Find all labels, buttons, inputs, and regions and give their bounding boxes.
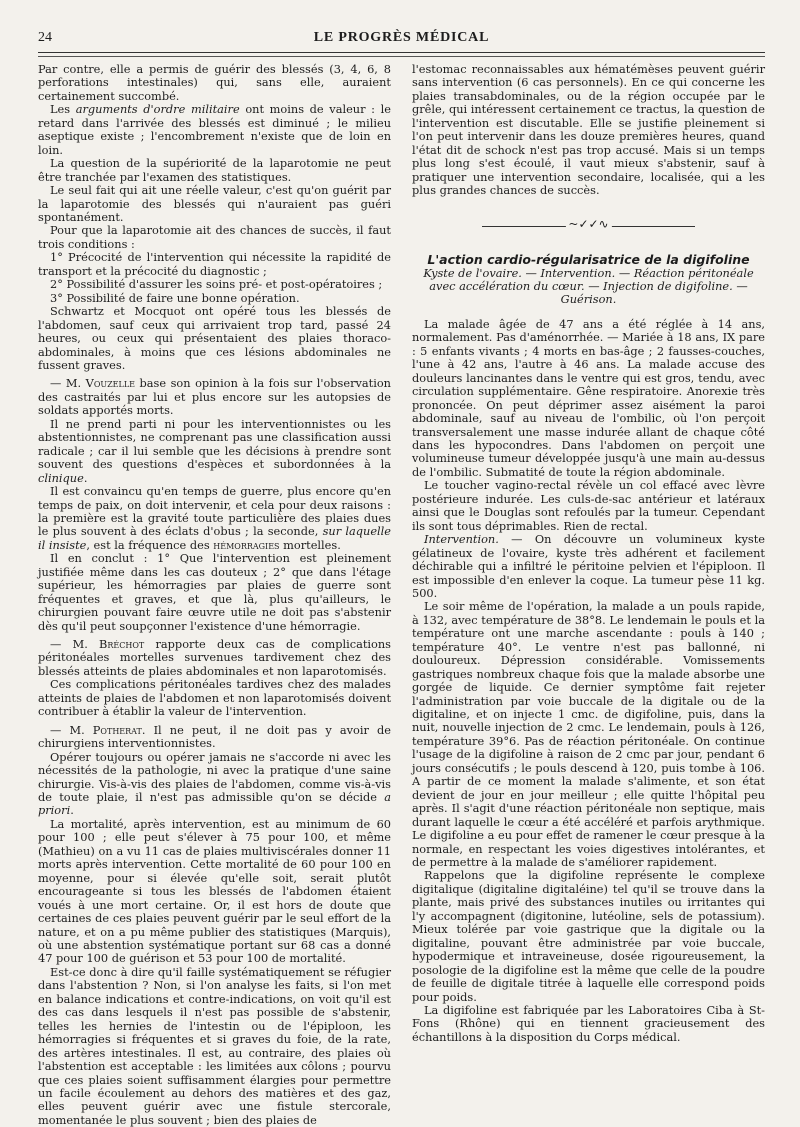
paragraph: La question de la supériorité de la laparotomie ne peut être tranchée par l'examen des statistiques.: [38, 156, 391, 184]
article-subtitle: Kyste de l'ovaire. — Intervention. — Réaction péritonéale avec accélération du cœur. — Injection de digifoline. — Guérison.: [423, 265, 754, 307]
page-number: 24: [38, 30, 52, 45]
paragraph: La digifoline est fabriquée par les Laboratoires Ciba à St-Fons (Rhône) qui en tiennent gracieusement des échantillons à la disposition du Corps médical.: [412, 1003, 765, 1044]
paragraph: Pour que la laparotomie ait des chances de succès, il faut trois conditions :: [38, 223, 391, 251]
paragraph: Schwartz et Mocquot ont opéré tous les blessés de l'abdomen, sauf ceux qui arrivaient trop tard, passé 24 heures, ou ceux qui présentaient des plaies thoraco-abdominales, à moins que ces lésions abdominales ne fussent graves.: [38, 304, 391, 372]
journal-title: LE PROGRÈS MÉDICAL: [313, 30, 490, 45]
paragraph: Les arguments d'ordre militaire ont moins de valeur : le retard dans l'arrivée des blessés est diminué ; le milieu aseptique existe ; l'encombrement n'existe que de loin en loin.: [38, 102, 391, 157]
paragraph: La malade âgée de 47 ans a été réglée à 14 ans, normalement. Pas d'aménorrhée. — Mariée à 18 ans, IX pare : 5 enfants vivants ; 4 morts en bas-âge ; 2 fausses-couches, l'une à 42 ans, l'autre à 46 ans. La malade accuse des douleurs lancinantes dans le ventre qui est gros, tendu, avec circulation supplémentaire. Gêne respiratoire. Anorexie très prononcée. On peut déprimer assez aisément la paroi abdominale, sauf au niveau de l'ombilic, où l'on perçoit transversalement une masse indurée allant de chaque côté dans les hypocondres. Dans l'abdomen on perçoit une volumineuse tumeur développée jusqu'à une main au-dessus de l'ombilic. Submatité de toute la région abdominale.: [412, 316, 765, 479]
paragraph: Le toucher vagino-rectal révèle un col effacé avec lèvre postérieure indurée. Les culs-de-sac antérieur et latéraux ainsi que le Douglas sont refoulés par la tumeur. Cependant ils sont tous déprimables. Rien de rectal.: [412, 478, 765, 533]
paragraph: — M. Potherat. Il ne peut, il ne doit pas y avoir de chirurgiens interventionnistes.: [38, 722, 391, 751]
paragraph: 1° Précocité de l'intervention qui nécessite la rapidité de transport et la précocité du diagnostic ;: [38, 250, 391, 278]
left-column: [38, 63, 391, 1127]
section-ornament: [412, 216, 765, 231]
right-column: [412, 63, 765, 1044]
article-title: L'action cardio-régularisatrice de la digifoline: [427, 251, 750, 267]
paragraph: — M. Vouzelle base son opinion à la fois sur l'observation des castraités par lui et plus encore sur les autopsies de soldats apportés morts.: [38, 376, 391, 418]
paragraph: Le soir même de l'opération, la malade a un pouls rapide, à 132, avec température de 38°8. Le lendemain le pouls et la température ont une marche ascendante : pouls à 140 ; température 40°. Le ventre n'est pas ballonné, ni douloureux. Dépression considérable. Vomissements gastriques nombreux chaque fois que la malade absorbe une gorgée de liquide. Ce dernier symptôme fait rejeter l'administration par voie buccale de la digitale ou de la digitaline, et on injecte 1 cmc. de digifoline, puis, dans la nuit, nouvelle injection de 2 cmc. Le lendemain, pouls à 126, température 39°6. Pas de réaction péritonéale. On continue l'usage de la digifoline à raison de 2 cmc par jour, pendant 6 jours consécutifs ; le pouls descend à 120, puis tombe à 106. A partir de ce moment la malade s'alimente, et son état devient de jour en jour meilleur ; elle quitte l'hôpital peu après. Il s'agit d'une réaction péritonéale non septique, mais durant laquelle le cœur a été accéléré et parfois arythmique. Le digifoline a eu pour effet de ramener le cœur presque à la normale, en respectant les voies digestives intolérantes, et de permettre à la malade de s'améliorer rapidement.: [412, 599, 765, 870]
paragraph: Ces complications péritonéales tardives chez des malades atteints de plaies de l'abdomen et non laparotomisés doivent contribuer à établir la valeur de l'intervention.: [38, 677, 391, 719]
header-rule-thin: [38, 56, 765, 57]
paragraph: Il ne prend parti ni pour les interventionnistes ou les abstentionnistes, ne comprenant pas une classification aussi radicale ; car il lui semble que les décisions à prendre sont souvent des questions d'espèces et subordonnées à la clinique.: [38, 416, 391, 485]
paragraph: Il en conclut : 1° Que l'intervention est pleinement justifiée même dans les cas douteux ; 2° que dans l'étage supérieur, les hémorragies par plaies de guerre sont fréquentes et graves, et que là, plus qu'ailleurs, le chirurgien pouvant faire œuvre utile ne doit pas s'abstenir dès qu'il peut soupçonner l'existence d'une hémorragie.: [38, 551, 391, 633]
paragraph: Rappelons que la digifoline représente le complexe digitalique (digitaline digitaléine) tel qu'il se trouve dans la plante, mais privé des substances inutiles ou irritantes qui l'y accompagnent (digitonine, lutéoline, sels de potassium). Mieux tolérée par voie gastrique que la digitale ou la digitaline, pouvant être administrée par voie buccale, hypodermique et intraveineuse, dosée rigoureusement, la posologie de la digifoline est la même que celle de la poudre de feuille de digitale titrée à laquelle elle correspond poids pour poids.: [412, 868, 765, 1004]
header-rule-thick: [38, 52, 765, 53]
paragraph: 3° Possibilité de faire une bonne opération.: [50, 290, 300, 305]
paragraph: La mortalité, après intervention, est au minimum de 60 pour 100 ; elle peut s'élever à 75 pour 100, et même (Mathieu) on a vu 11 cas de plaies multiviscérales donner 11 morts après intervention. Cette mortalité de 60 pour 100 en moyenne, pour si élevée qu'elle soit, serait plutôt encourageante si tous les blessés de l'abdomen étaient voués à une mort certaine. Or, il est hors de doute que certaines de ces plaies peuvent guérir par le seul effort de la nature, et on a pu même publier des statistiques (Marquis), où une abstention systématique portant sur 68 cas a donné 47 pour 100 de guérison et 53 pour 100 de mortalité.: [38, 816, 391, 966]
paragraph: Opérer toujours ou opérer jamais ne s'accorde ni avec les nécessités de la pathologie, ni avec la pratique d'une saine chirurgie. Vis-à-vis des plaies de l'abdomen, comme vis-à-vis de toute plaie, il n'est pas admissible qu'on se décide a priori.: [38, 749, 391, 818]
paragraph: Est-ce donc à dire qu'il faille systématiquement se réfugier dans l'abstention ? Non, si l'on analyse les faits, si l'on met en balance indications et contre-indications, on voit qu'il est des cas dans lesquels il n'est pas possible de s'abstenir, telles les hernies de l'intestin ou de l'épiploon, les hémorragies si fréquentes et si graves du foie, de la rate, des artères intestinales. Il est, au contraire, des plaies où l'abstention est acceptable : les limitées aux côlons ; pourvu que ces plaies soient suffisamment élargies pour permettre un facile écoulement au dehors des matières et des gaz, elles peuvent guérir avec une fistule stercorale, momentanée le plus souvent ; bien des plaies de: [38, 964, 391, 1127]
page-header: [38, 30, 765, 48]
paragraph: Intervention. — On découvre un volumineux kyste gélatineux de l'ovaire, kyste très adhérent et facilement déchirable qui a infiltré le péritoine pelvien et l'épiploon. Il est impossible d'en enlever la coque. La tumeur pèse 11 kg. 500.: [412, 532, 765, 600]
paragraph: 2° Possibilité d'assurer les soins pré- et post-opératoires ;: [50, 277, 383, 292]
paragraph: Par contre, elle a permis de guérir des blessés (3, 4, 6, 8 perforations intestinales) qui, sans elle, auraient certainement succombé.: [38, 62, 391, 103]
paragraph: Le seul fait qui ait une réelle valeur, c'est qu'on guérit par la laparotomie des blessés qui n'auraient pas guéri spontanément.: [38, 183, 391, 224]
paragraph: Il est convaincu qu'en temps de guerre, plus encore qu'en temps de paix, on doit intervenir, et cela pour deux raisons : la première est la gravité toute particulière des plaies dues le plus souvent à des éclats d'obus ; la seconde, sur laquelle il insiste, est la fréquence des hémorragies mortelles.: [38, 484, 392, 552]
paragraph: l'estomac reconnaissables aux hématémèses peuvent guérir sans intervention (6 cas personnels). En ce qui concerne les plaies transabdominales, ou de la région occupée par le grêle, qui intéressent certainement ce tractus, la question de l'intervention est discutable. Elle se justifie pleinement si l'on peut intervenir dans les douze premières heures, quand l'état dit de schock n'est pas trop accusé. Mais si un temps plus long s'est écoulé, il vaut mieux s'abstenir, sauf à pratiquer une intervention secondaire, localisée, qui a les plus grandes chances de succès.: [412, 62, 765, 198]
ornament-swash: ~✓✓∿: [565, 218, 611, 231]
paragraph: — M. Bréchot rapporte deux cas de complications péritonéales mortelles survenues tardivement chez des blessés atteints de plaies abdominales et non laparotomisés.: [38, 637, 391, 678]
